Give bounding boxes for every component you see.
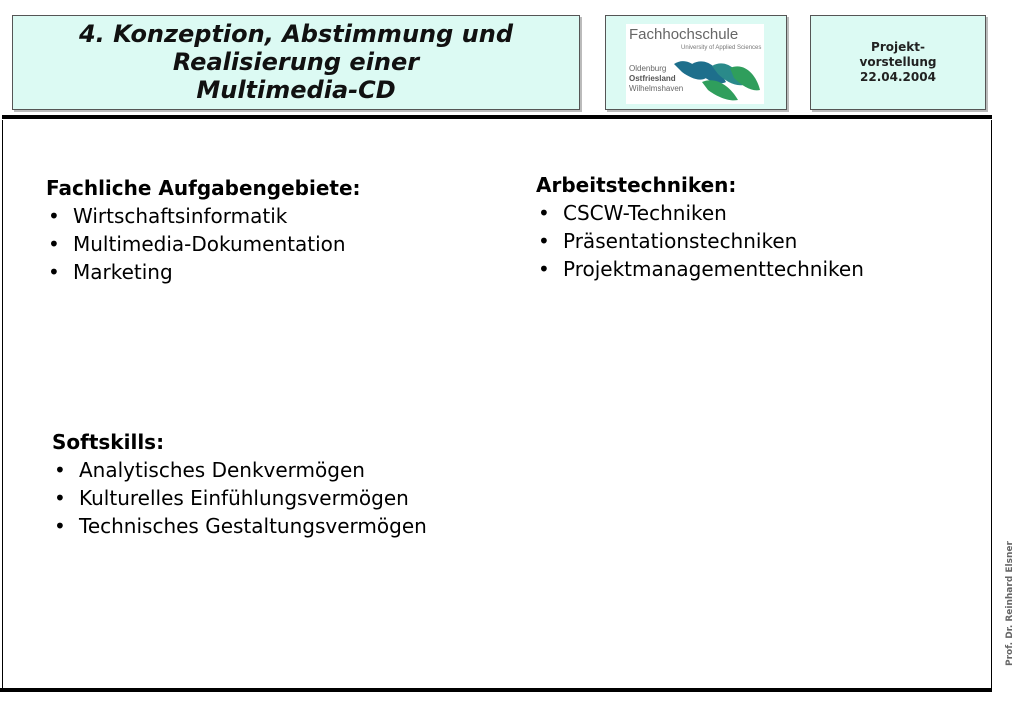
section-heading: Softskills: [52, 430, 165, 454]
page-title [13, 20, 579, 104]
bullet-list [536, 199, 864, 283]
date-line-2: vorstellung [859, 55, 937, 69]
list-item: • Projektmanagementtechniken [536, 255, 864, 283]
list-item: • Marketing [46, 258, 361, 286]
date-line-3: 22.04.2004 [860, 70, 936, 84]
list-item: • Wirtschaftsinformatik [46, 202, 361, 230]
title-box [12, 15, 580, 110]
title-line-1: 4. Konzeption, Abstimmung und [78, 20, 513, 48]
date-line-1: Projekt- [871, 40, 925, 54]
logo-subtitle: University of Applied Sciences [681, 45, 762, 51]
section-fachliche-aufgabengebiete [46, 174, 361, 286]
logo-box [605, 15, 787, 110]
list-item: • CSCW-Techniken [536, 199, 864, 227]
date-box [810, 15, 986, 110]
logo-city-2: Ostfriesland [629, 74, 676, 83]
list-item: • Präsentationstechniken [536, 227, 864, 255]
logo-city-1: Oldenburg [629, 64, 667, 73]
bullet-list [46, 202, 361, 286]
leaf-wave-icon [672, 56, 762, 102]
title-line-2: Realisierung einer [172, 48, 420, 76]
title-line-3: Multimedia-CD [196, 76, 396, 104]
author-credit: Prof. Dr. Reinhard Elsner [1005, 541, 1015, 666]
bullet-list [52, 456, 427, 540]
section-arbeitstechniken [536, 171, 864, 283]
logo-name: Fachhochschule [629, 26, 739, 43]
fachhochschule-logo [626, 24, 764, 104]
logo-city-3: Wilhelmshaven [629, 84, 684, 93]
list-item: • Kulturelles Einfühlungsvermögen [52, 484, 427, 512]
list-item: • Technisches Gestaltungsvermögen [52, 512, 427, 540]
list-item: • Multimedia-Dokumentation [46, 230, 361, 258]
list-item: • Analytisches Denkvermögen [52, 456, 427, 484]
presentation-date [811, 40, 985, 85]
section-softskills [52, 428, 427, 540]
top-rule [2, 115, 992, 119]
section-heading: Arbeitstechniken: [536, 173, 737, 197]
section-heading: Fachliche Aufgabengebiete: [46, 176, 361, 200]
bottom-rule [0, 688, 992, 692]
